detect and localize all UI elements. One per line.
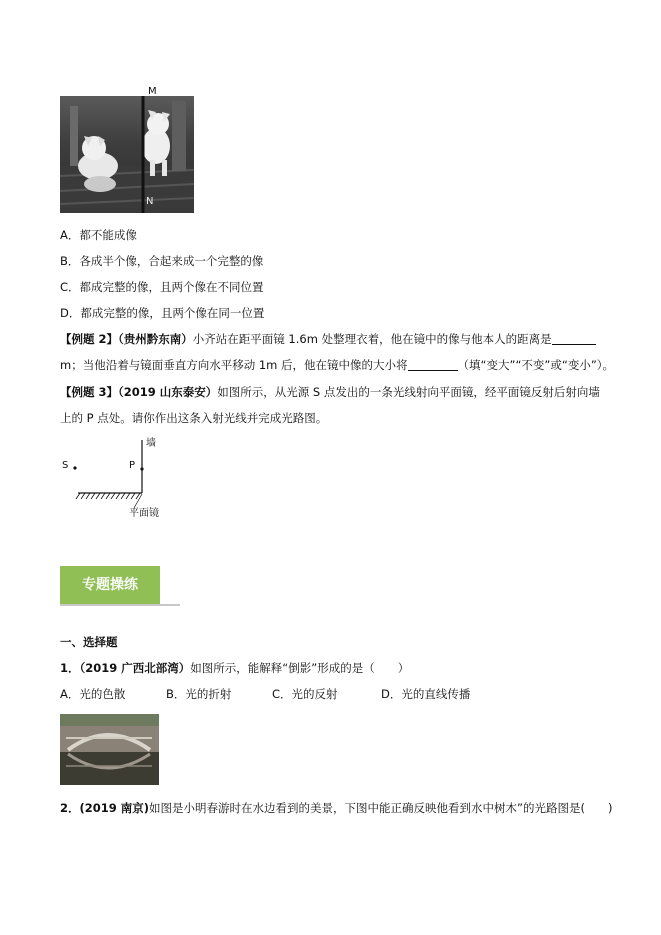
example2-end: （填“变大”“不变”或“变小”）。 [457, 358, 615, 372]
q2-number: 2． [60, 801, 80, 815]
option-c: C．都成完整的像，且两个像在不同位置 [60, 280, 264, 294]
example2-line1 [60, 331, 596, 347]
section-banner-underline [60, 604, 180, 606]
example3-line2: 上的 P 点处。请你作出这条入射光线并完成光路图。 [60, 411, 328, 425]
q1-line [60, 660, 409, 676]
example2-line2 [60, 357, 614, 373]
q2-source: (2019 南京) [79, 801, 150, 815]
option-b: B．各成半个像，合起来成一个完整的像 [60, 254, 264, 268]
mirror-label-m: M [148, 86, 157, 97]
example3-text1: 如图所示，从光源 S 点发出的一条光线射向平面镜，经平面镜反射后射向墙 [217, 385, 600, 399]
q1-text: 如图所示，能解释“倒影”形成的是（ ） [190, 661, 410, 675]
option-a: A．都不能成像 [60, 228, 137, 242]
q1-source: （2019 广西北部湾） [79, 661, 191, 675]
label-wall: 墙 [146, 438, 156, 449]
section-banner-label: 专题操练 [82, 577, 138, 593]
q1-option-b: B．光的折射 [166, 687, 232, 701]
option-d: D．都成完整的像，且两个像在同一位置 [60, 306, 265, 320]
mirror-dog-photo [60, 96, 194, 213]
example3-line1 [60, 384, 600, 400]
q2-text: 如图是小明春游时在水边看到的美景，下图中能正确反映他看到水中树木”的光路图是( ) [149, 801, 613, 815]
answer-blank-2[interactable] [408, 358, 458, 371]
point-p [140, 467, 143, 470]
example2-text: 小齐站在距平面镜 1.6m 处整理衣着，他在镜中的像与他本人的距离是 [192, 332, 552, 346]
section-subheading: 一、选择题 [60, 635, 118, 649]
mirror-label-n: N [146, 196, 154, 207]
q2-line [60, 800, 612, 816]
label-mirror: 平面镜 [129, 508, 159, 519]
q1-option-a: A．光的色散 [60, 687, 126, 701]
example2-source: （贵州黔东南） [118, 332, 193, 346]
q1-option-d: D．光的直线传播 [381, 687, 471, 701]
point-s [73, 466, 76, 469]
example2-tag: 【例题 2】 [60, 332, 119, 346]
bridge-reflection-photo [60, 714, 159, 785]
label-s: S [62, 460, 69, 471]
bridge-illustration [60, 714, 159, 785]
q1-option-c: C．光的反射 [272, 687, 338, 701]
q1-number: 1． [60, 661, 80, 675]
example3-source: （2019 山东泰安） [118, 385, 218, 399]
example2-mid: 当他沿着与镜面垂直方向水平移动 1m 后，他在镜中像的大小将 [82, 358, 408, 372]
mirror-dog-illustration [60, 96, 194, 213]
answer-blank-1[interactable] [552, 332, 596, 345]
label-p: P [129, 460, 136, 471]
example2-unit: m； [60, 358, 83, 372]
example3-tag: 【例题 3】 [60, 385, 119, 399]
